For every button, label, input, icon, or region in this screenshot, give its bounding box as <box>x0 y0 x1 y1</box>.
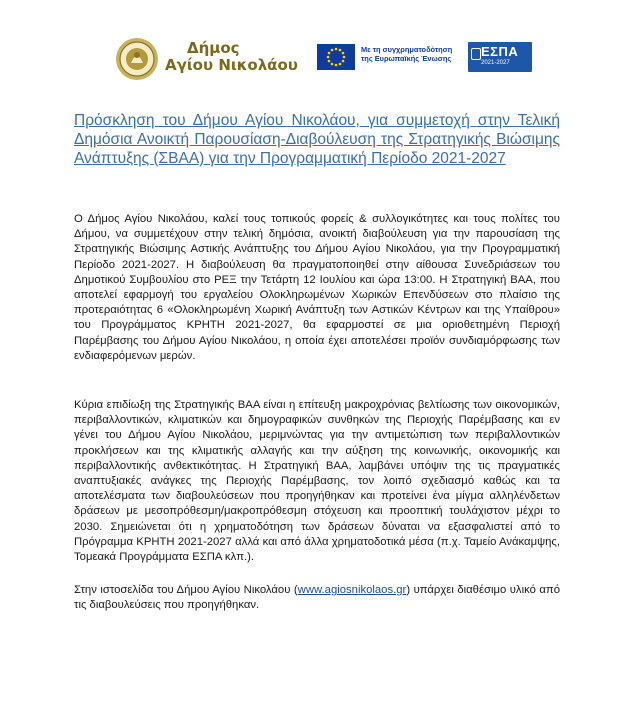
website-text-after: ) υπάρχει διαθέσιμο υλικό από τις διαβουλεύσεις που προηγήθηκαν. <box>74 584 560 612</box>
municipality-seal-icon <box>115 37 159 81</box>
logo-line-2: Αγίου Νικολάου <box>165 56 298 74</box>
website-link[interactable]: www.agiosnikolaos.gr <box>297 584 407 596</box>
espa-name: ΕΣΠΑ <box>481 44 519 59</box>
espa-period: 2021-2027 <box>481 60 510 66</box>
eu-text-line-1: Με τη συγχρηματοδότηση <box>361 45 453 54</box>
espa-logo <box>468 42 532 72</box>
eu-flag-icon <box>317 44 355 70</box>
eu-cofunding-text <box>361 45 452 63</box>
eu-text-line-2: της Ευρωπαϊκής Ένωσης <box>361 54 452 63</box>
paragraph-website <box>74 583 560 613</box>
logo-line-1: Δήμος <box>187 39 240 57</box>
website-text-before: Στην ιστοσελίδα του Δήμου Αγίου Νικολάου ( <box>74 584 298 596</box>
document-title: Πρόσκληση του Δήμου Αγίου Νικολάου, για συμμετοχή στην Τελική Δημόσια Ανοικτή Παρουσίαση-Διαβούλευση της Στρατηγικής Βιώσιμης Ανάπτυξης (ΣΒΑΑ) για την Προγραμματική Περίοδο 2021-2027 <box>74 112 560 167</box>
paragraph-invitation: Ο Δήμος Αγίου Νικολάου, καλεί τους τοπικούς φορείς & συλλογικότητες και τους πολίτες του Δήμου, να συμμετέχουν στην τελική δημόσια, ανοικτή διαβούλευση για την παρουσίαση της Στρατηγικής Βιώσιμης Αστικής Ανάπτυξης του Δήμου Αγίου Νικολάου, για την Προγραμματική Περίοδο 2021-2027. Η διαβούλευση θα πραγματοποιηθεί στην αίθουσα Συνεδριάσεων του Δημοτικού Συμβουλίου στο ΡΕΞ την Τετάρτη 12 Ιουλίου και ώρα 13:00. Η Στρατηγική ΒΑΑ, που αποτελεί εφαρμογή του εργαλείου Ολοκληρωμένων Χωρικών Επενδύσεων στο πλαίσιο της προτεραιότητας 6 «Ολοκληρωμένη Χωρική Ανάπτυξη των Αστικών Κέντρων και της Υπαίθρου» του Προγράμματος ΚΡΗΤΗ 2021-2027, θα εφαρμοστεί σε μια οριοθετημένη Περιοχή Παρέμβασης του Δήμου Αγίου Νικολάου, η οποία έχει αποτελέσει προϊόν συνδιαμόρφωσης των ενδιαφερόμενων μερών. <box>74 213 560 362</box>
paragraph-strategy: Κύρια επιδίωξη της Στρατηγικής ΒΑΑ είναι η επίτευξη μακροχρόνιας βελτίωσης των οικονομικών, περιβαλλοντικών, κλιματικών και δημογραφικών συνθηκών της Περιοχής Παρέμβασης και εν γένει του Δήμου Αγίου Νικολάου, μεριμνώντας για την αντιμετώπιση των περιβαλλοντικών προκλήσεων και της κλιματικής αλλαγής και την αύξηση της κοινωνικής, οικονομικής και περιβαλλοντικής ανθεκτικότητας. Η Στρατηγική ΒΑΑ, λαμβάνει υπόψιν της τις πραγματικές αναπτυξιακές ανάγκες της Περιοχής Παρέμβασης, τον λοιπό σχεδιασμό καθώς και τα αποτελέσματα των διαβουλεύσεων που προηγήθηκαν και προτείνει ένα μίγμα αλληλένδετων δράσεων με μεσοπρόθεσμη/μακροπρόθεσμη στόχευση και προοπτική τουλάχιστον μέχρι το 2030. Σημειώνεται ότι η χρηματοδότηση των δράσεων δύναται να εξασφαλιστεί από το Πρόγραμμα ΚΡΗΤΗ 2021-2027 αλλά και από άλλα χρηματοδοτικά μέσα (π.χ. Ταμείο Ανάκαμψης, Τομεακά Προγράμματα ΕΣΠΑ κλπ.). <box>74 399 560 564</box>
espa-mark-icon <box>471 48 481 60</box>
municipality-logo-text <box>165 40 298 74</box>
page-header <box>0 0 631 100</box>
